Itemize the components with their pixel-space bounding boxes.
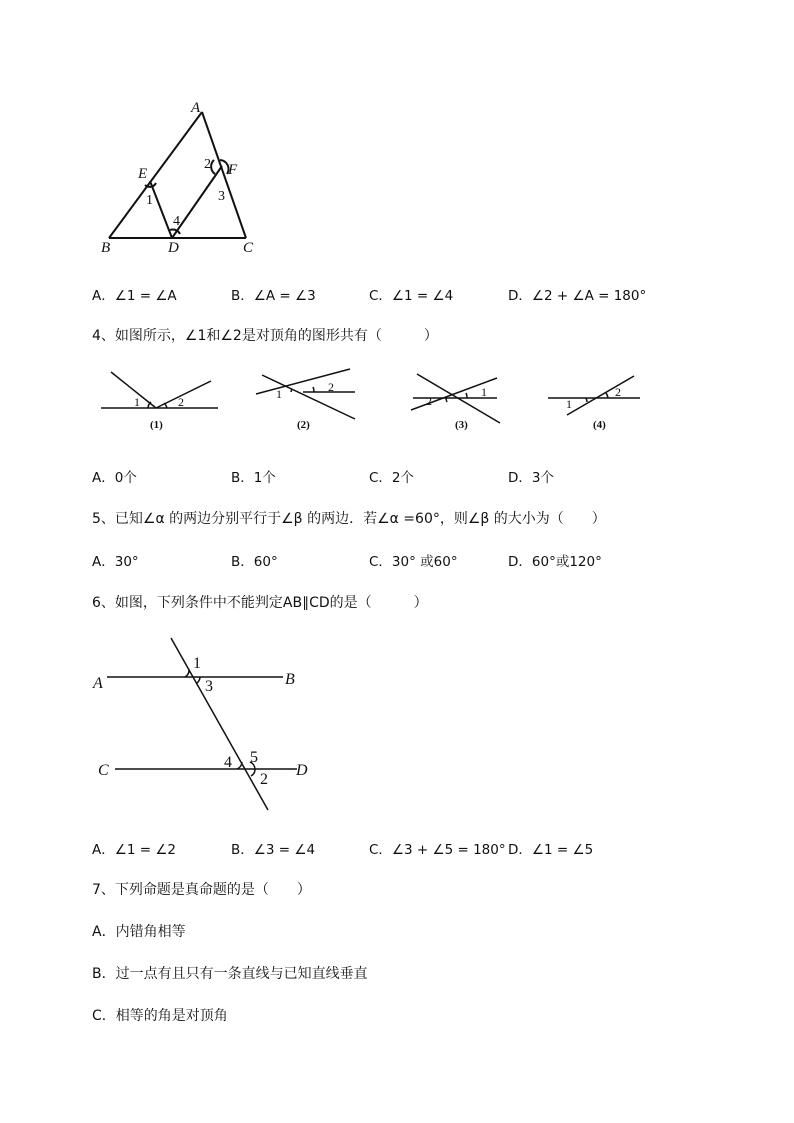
q3-option-b: B．∠A = ∠3 (231, 288, 316, 304)
angle-1-label: 1 (193, 655, 201, 672)
angle-3-label: 3 (205, 678, 213, 695)
q4-option-d: D．3个 (508, 470, 554, 486)
q5-option-a: A．30° (92, 554, 139, 570)
fig2-angle-1: 1 (276, 387, 282, 401)
angle-3-label: 3 (218, 189, 225, 204)
angle-2-label: 2 (204, 157, 211, 172)
q6-option-a: A．∠1 = ∠2 (92, 842, 177, 858)
fig3-angle-1: 1 (481, 385, 487, 399)
angle-1-label: 1 (146, 193, 153, 208)
q7-option-a: A．内错角相等 (92, 924, 186, 940)
q7-option-b: B．过一点有且只有一条直线与已知直线垂直 (92, 966, 368, 982)
angle-2-label: 2 (260, 771, 268, 788)
q5-option-c: C．30° 或60° (369, 554, 458, 570)
label-A: A (191, 100, 201, 116)
fig1-angle-1: 1 (134, 395, 140, 409)
label-D: D (296, 762, 308, 779)
q5-stem: 5、已知∠α 的两边分别平行于∠β 的两边．若∠α =60°，则∠β 的大小为（ ） (92, 511, 606, 527)
q4-option-b: B．1个 (231, 470, 276, 486)
label-C: C (98, 762, 109, 779)
label-E: E (138, 166, 148, 182)
q6-option-b: B．∠3 = ∠4 (231, 842, 316, 858)
q3-option-c: C．∠1 = ∠4 (369, 288, 454, 304)
label-F: F (228, 162, 238, 178)
q4-option-c: C．2个 (369, 470, 415, 486)
angle-4-label: 4 (224, 754, 232, 771)
q6-option-c: C．∠3 + ∠5 = 180° (369, 842, 506, 858)
label-A: A (93, 675, 103, 692)
q6-stem: 6、如图，下列条件中不能判定AB∥CD的是（ ） (92, 595, 428, 611)
angle-4-label: 4 (173, 214, 180, 229)
label-D: D (168, 240, 179, 256)
label-B: B (285, 671, 295, 688)
q5-option-b: B．60° (231, 554, 278, 570)
caption-1: (1) (150, 419, 163, 431)
q7-option-c: C．相等的角是对顶角 (92, 1008, 228, 1024)
q7-stem: 7、下列命题是真命题的是（ ） (92, 882, 311, 898)
q4-stem: 4、如图所示，∠1和∠2是对顶角的图形共有（ ） (92, 328, 438, 344)
caption-2: (2) (297, 419, 310, 431)
angle-5-label: 5 (250, 749, 258, 766)
fig1-angle-2: 2 (178, 395, 184, 409)
q3-option-d: D．∠2 + ∠A = 180° (508, 288, 647, 304)
label-C: C (243, 240, 254, 256)
label-B: B (101, 240, 111, 256)
q6-option-d: D．∠1 = ∠5 (508, 842, 594, 858)
fig3-angle-2: 2 (426, 394, 432, 408)
q5-option-d: D．60°或120° (508, 554, 602, 570)
q4-option-a: A．0个 (92, 470, 137, 486)
caption-4: (4) (593, 419, 606, 431)
fig4-angle-2: 2 (615, 385, 621, 399)
q3-option-a: A．∠1 = ∠A (92, 288, 177, 304)
fig2-angle-2: 2 (328, 380, 334, 394)
fig4-angle-1: 1 (566, 397, 572, 411)
caption-3: (3) (455, 419, 468, 431)
